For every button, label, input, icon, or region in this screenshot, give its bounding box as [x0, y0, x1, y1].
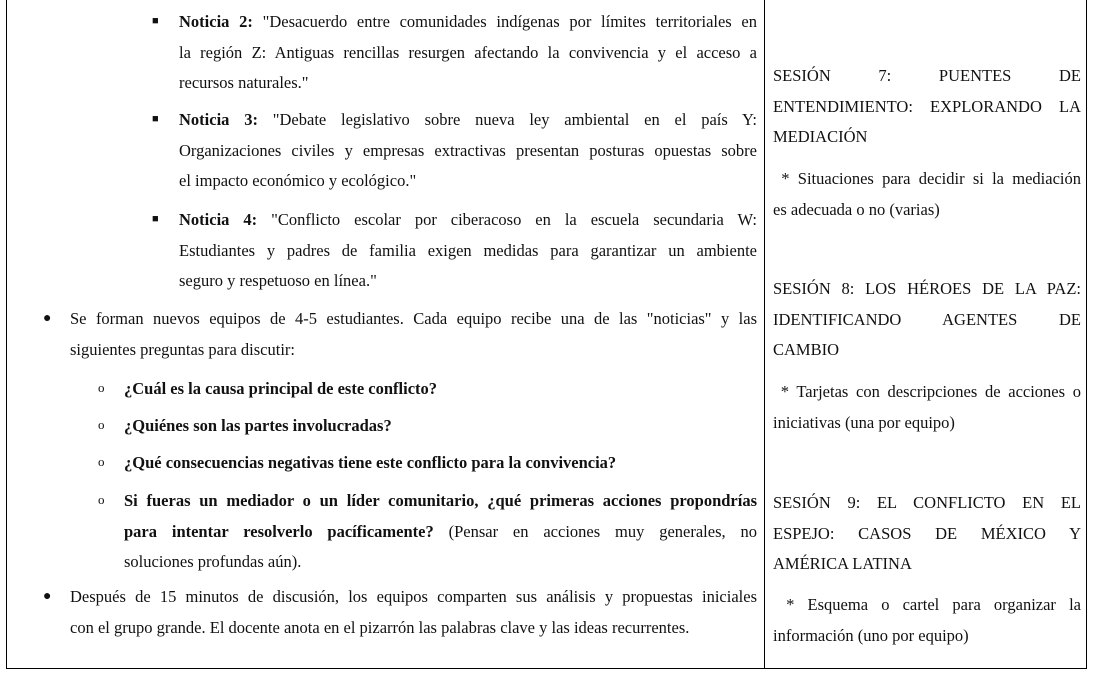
- session-title-line: ESPEJO: CASOS DE MÉXICO Y: [773, 523, 1081, 543]
- noticia-text: "Conflicto escolar por ciberacoso en la escuela secundaria W:: [271, 210, 757, 229]
- paragraph-line: Después de 15 minutos de discusión, los equipos comparten sus análisis y propuestas iniciales: [70, 587, 757, 606]
- session-9-title: [773, 488, 1081, 580]
- question-4: [124, 486, 757, 578]
- session-8-title: [773, 274, 1081, 366]
- question-text: Si fueras un mediador o un líder comunitario, ¿qué primeras acciones propondrías: [124, 491, 757, 510]
- paragraph-line: Se forman nuevos equipos de 4-5 estudiantes. Cada equipo recibe una de las "noticias" y las: [70, 309, 757, 328]
- session-7-material: [773, 164, 1081, 225]
- square-bullet-icon: ■: [152, 15, 159, 27]
- square-bullet-icon: ■: [152, 213, 159, 225]
- material-line: * Esquema o cartel para organizar la: [773, 595, 1081, 614]
- noticia-text: "Desacuerdo entre comunidades indígenas por límites territoriales en: [262, 12, 758, 31]
- session-title-line: AMÉRICA LATINA: [773, 554, 912, 573]
- session-title-line: SESIÓN 8: LOS HÉROES DE LA PAZ:: [773, 279, 1081, 298]
- question-3: [124, 448, 757, 479]
- session-7-title: [773, 61, 1081, 153]
- session-title-line: SESIÓN 7: PUENTES DE: [773, 66, 1081, 85]
- material-line: iniciativas (una por equipo): [773, 412, 955, 432]
- circle-bullet-icon: o: [98, 454, 105, 469]
- session-title-line: IDENTIFICANDO AGENTES DE: [773, 309, 1081, 329]
- material-line: información (uno por equipo): [773, 625, 969, 645]
- material-line: * Situaciones para decidir si la mediación: [773, 169, 1081, 188]
- session-title-line: SESIÓN 9: EL CONFLICTO EN EL: [773, 493, 1081, 512]
- noticia-text: recursos naturales.": [179, 73, 309, 92]
- square-bullet-icon: ■: [152, 113, 159, 125]
- noticia-text: el impacto económico y ecológico.": [179, 171, 417, 190]
- question-text: para intentar resolverlo pacíficamente?: [124, 521, 434, 541]
- bullet-share: [70, 582, 757, 643]
- session-title-line: ENTENDIMIENTO: EXPLORANDO LA: [773, 96, 1081, 116]
- session-9-material: [773, 590, 1081, 651]
- lesson-table: [6, 0, 1087, 669]
- question-text: ¿Cuál es la causa principal de este conflicto?: [124, 379, 438, 398]
- noticia-2: [179, 7, 757, 99]
- paragraph-line: con el grupo grande. El docente anota en el pizarrón las palabras clave y las ideas recurrentes.: [70, 617, 690, 637]
- session-title-line: CAMBIO: [773, 340, 840, 359]
- noticia-3: [179, 105, 757, 197]
- noticia-label: Noticia 3:: [179, 110, 258, 129]
- paragraph-line: siguientes preguntas para discutir:: [70, 339, 295, 359]
- material-line: * Tarjetas con descripciones de acciones o: [773, 382, 1081, 401]
- material-line: es adecuada o no (varias): [773, 199, 940, 219]
- question-text: ¿Quiénes son las partes involucradas?: [124, 416, 392, 435]
- noticia-text: "Debate legislativo sobre nueva ley ambiental en el país Y:: [272, 110, 757, 129]
- circle-bullet-icon: o: [98, 417, 105, 432]
- session-title-line: MEDIACIÓN: [773, 127, 868, 146]
- question-note: soluciones profundas aún).: [124, 552, 302, 571]
- noticia-text: seguro y respetuoso en línea.": [179, 271, 377, 290]
- bullet-icon: ●: [43, 589, 52, 604]
- session-8-material: [773, 377, 1081, 438]
- noticia-4: [179, 205, 757, 297]
- question-1: [124, 374, 757, 405]
- noticia-text: la región Z: Antiguas rencillas resurgen afectando la convivencia y el acceso a: [179, 42, 757, 62]
- question-text: ¿Qué consecuencias negativas tiene este conflicto para la convivencia?: [124, 453, 617, 472]
- noticia-text: Organizaciones civiles y empresas extractivas presentan posturas opuestas sobre: [179, 140, 757, 160]
- bullet-teams: [70, 304, 757, 365]
- noticia-text: Estudiantes y padres de familia exigen medidas para garantizar un ambiente: [179, 240, 757, 260]
- question-note: (Pensar en acciones muy generales, no: [433, 521, 757, 541]
- question-2: [124, 411, 757, 442]
- column-divider: [764, 0, 765, 669]
- bullet-icon: ●: [43, 311, 52, 326]
- noticia-label: Noticia 2:: [179, 12, 253, 31]
- circle-bullet-icon: o: [98, 380, 105, 395]
- circle-bullet-icon: o: [98, 492, 105, 507]
- noticia-label: Noticia 4:: [179, 210, 258, 229]
